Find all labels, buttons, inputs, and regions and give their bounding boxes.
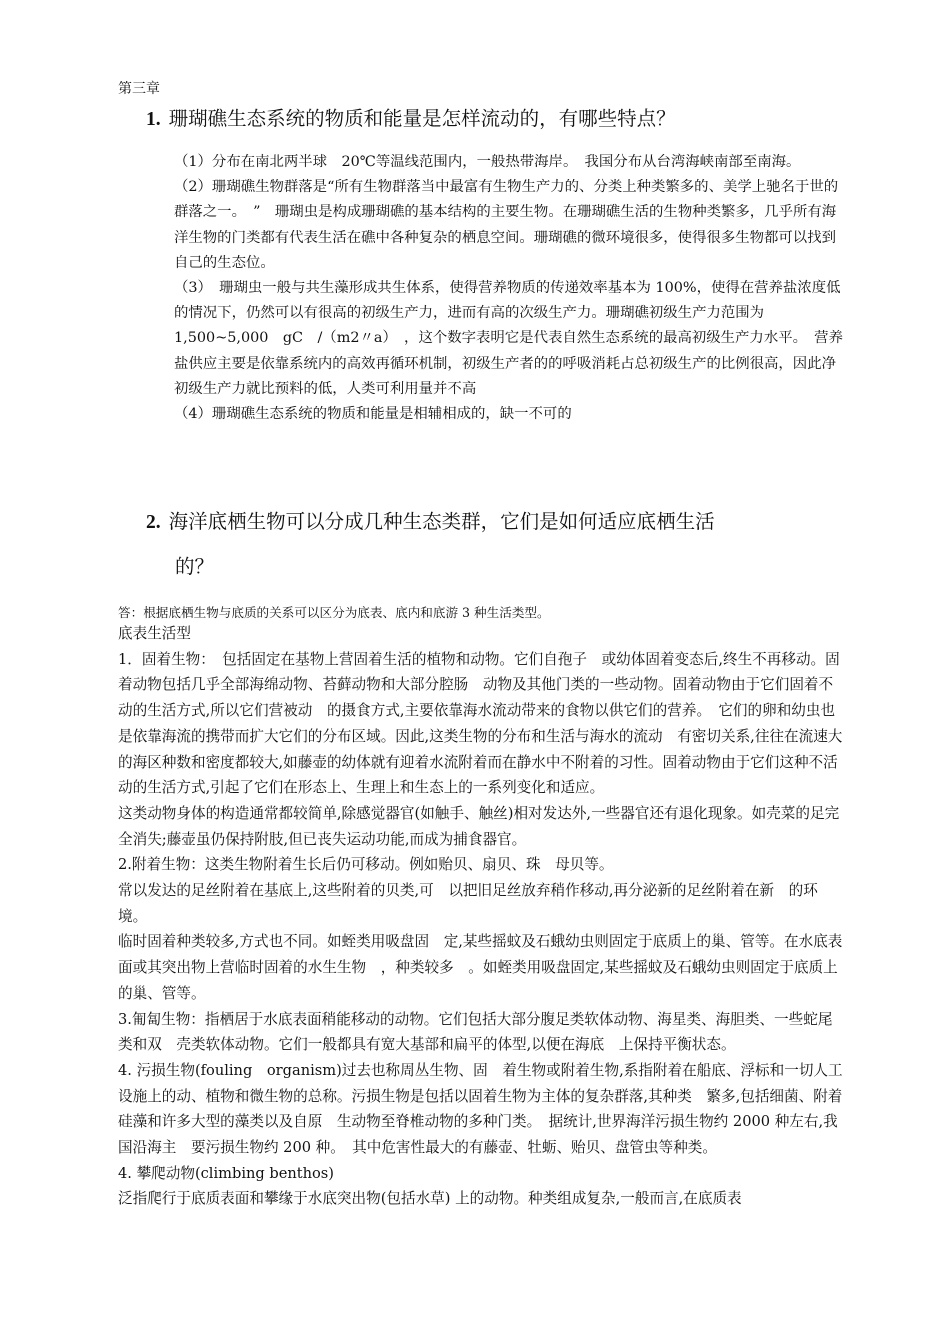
answer-2-paragraph-8: 4. 攀爬动物(climbing benthos) <box>118 1164 334 1182</box>
question-2-text-line-1: 海洋底栖生物可以分成几种生态类群，它们是如何适应底栖生活 <box>168 510 715 533</box>
question-2-number: 2. <box>146 512 161 533</box>
answer-1-paragraph-2: （2）珊瑚礁生物群落是“所有生物群落当中最富有生物生产力的、分类上种类繁多的、美学上驰名于世的群落之一。 ” 珊瑚虫是构成珊瑚礁的基本结构的主要生物。在珊瑚礁生活的生物种类繁多，几乎所有海洋生物的门类都有代表生活在礁中各种复杂的栖息空间。珊瑚礁的微环境很多，使得很多生物都可以找到自己的生态位。 <box>174 179 839 271</box>
answer-2-paragraph-9: 泛指爬行于底质表面和攀缘于水底突出物(包括水草) 上的动物。种类组成复杂,一般而言,在底质表 <box>118 1190 742 1208</box>
answer-1-paragraph-1: （1）分布在南北两半球 20℃等温线范围内，一般热带海岸。 我国分布从台湾海峡南部至南海。 <box>174 154 801 170</box>
answer-2-paragraph-2: 这类动物身体的构造通常都较简单,除感觉器官(如触手、触丝)相对发达外,一些器官还有退化现象。如壳菜的足完全消失;藤壶虽仍保持附肢,但已丧失运动功能,而成为捕食器官。 <box>118 804 840 848</box>
answer-2-paragraph-3: 2.附着生物：这类生物附着生长后仍可移动。例如贻贝、扇贝、珠 母贝等。 <box>118 856 614 874</box>
answer-2-paragraph-6: 3.匍匐生物：指栖居于水底表面稍能移动的动物。它们包括大部分腹足类软体动物、海星类、海胆类、一些蛇尾类和双 壳类软体动物。它们一般都具有宽大基部和扁平的体型,以便在海底 上保持平衡状态。 <box>118 1010 833 1054</box>
question-1-number: 1. <box>146 109 161 130</box>
question-2-text-line-2: 的？ <box>175 555 215 578</box>
answer-2-intro: 答：根据底栖生物与底质的关系可以区分为底表、底内和底游 3 种生活类型。 <box>118 605 550 620</box>
question-1-heading <box>146 97 846 142</box>
question-2-heading <box>146 500 846 589</box>
chapter-heading: 第三章 <box>118 81 160 97</box>
answer-2-subheading: 底表生活型 <box>118 625 191 642</box>
answer-2-paragraph-5: 临时固着种类较多,方式也不同。如蛭类用吸盘固 定,某些摇蚊及石蛾幼虫则固定于底质上的巢、管等。在水底表面或其突出物上营临时固着的水生生物 ，种类较多 。如蛭类用吸盘固定,某些摇蚊及石蛾幼虫则固定于底质上的巢、管等。 <box>118 933 843 1002</box>
answer-1-paragraph-4: （4）珊瑚礁生态系统的物质和能量是相辅相成的，缺一不可的 <box>174 406 572 423</box>
question-1-answer <box>174 150 844 427</box>
answer-2-paragraph-1: 1．固着生物： 包括固定在基物上营固着生活的植物和动物。它们自孢子 或幼体固着变态后,终生不再移动。固着动物包括几乎全部海绵动物、苔藓动物和大部分腔肠 动物及其他门类的一些动物。固着动物由于它们固着不动的生活方式,所以它们营被动 的摄食方式,主要依靠海水流动带来的食物以供它们的营养。 它们的卵和幼虫也是依靠海流的携带而扩大它们的分布区域。因此,这类生物的分布和生活与海水的流动 有密切关系,往往在流速大的海区种数和密度都较大,如藤壶的幼体就有迎着水流附着而在静水中不附着的习性。固着动物由于它们这种不活动的生活方式,引起了它们在形态上、生理上和生态上的一系列变化和适应。 <box>118 650 843 797</box>
answer-2-paragraph-4: 常以发达的足丝附着在基底上,这些附着的贝类,可 以把旧足丝放弃稍作移动,再分泌新的足丝附着在新 的环境。 <box>118 882 818 925</box>
question-2-answer <box>118 621 858 1212</box>
question-1-text: 珊瑚礁生态系统的物质和能量是怎样流动的，有哪些特点？ <box>168 107 676 130</box>
answer-1-paragraph-3: （3） 珊瑚虫一般与共生藻形成共生体系，使得营养物质的传递效率基本为 100%，使得在营养盐浓度低的情况下，仍然可以有很高的初级生产力，进而有高的次级生产力。珊瑚礁初级生产力范围为 1,500~5,000 gC /（m2〃a） ，这个数字表明它是代表自然生态系统的最高初级生产力水平。 营养盐供应主要是依靠系统内的高效再循环机制，初级生产者的的呼吸消耗占总初级生产的比例很高，因此净初级生产力就比预料的低，人类可利用量并不高 <box>174 280 843 397</box>
answer-2-paragraph-7: 4. 污损生物(fouling organism)过去也称周丛生物、固 着生物或附着生物,系指附着在船底、浮标和一切人工 设施上的动、植物和微生物的总称。污损生物是包括以固着生物为主体的复杂群落,其种类 繁多,包括细菌、附着硅藻和许多大型的藻类以及自原 生动物至脊椎动物的多种门类。 据统计,世界海洋污损生物约 2000 种左右,我国沿海主 要污损生物约 200 种。 其中危害性最大的有藤壶、牡蛎、贻贝、盘管虫等种类。 <box>118 1061 858 1157</box>
